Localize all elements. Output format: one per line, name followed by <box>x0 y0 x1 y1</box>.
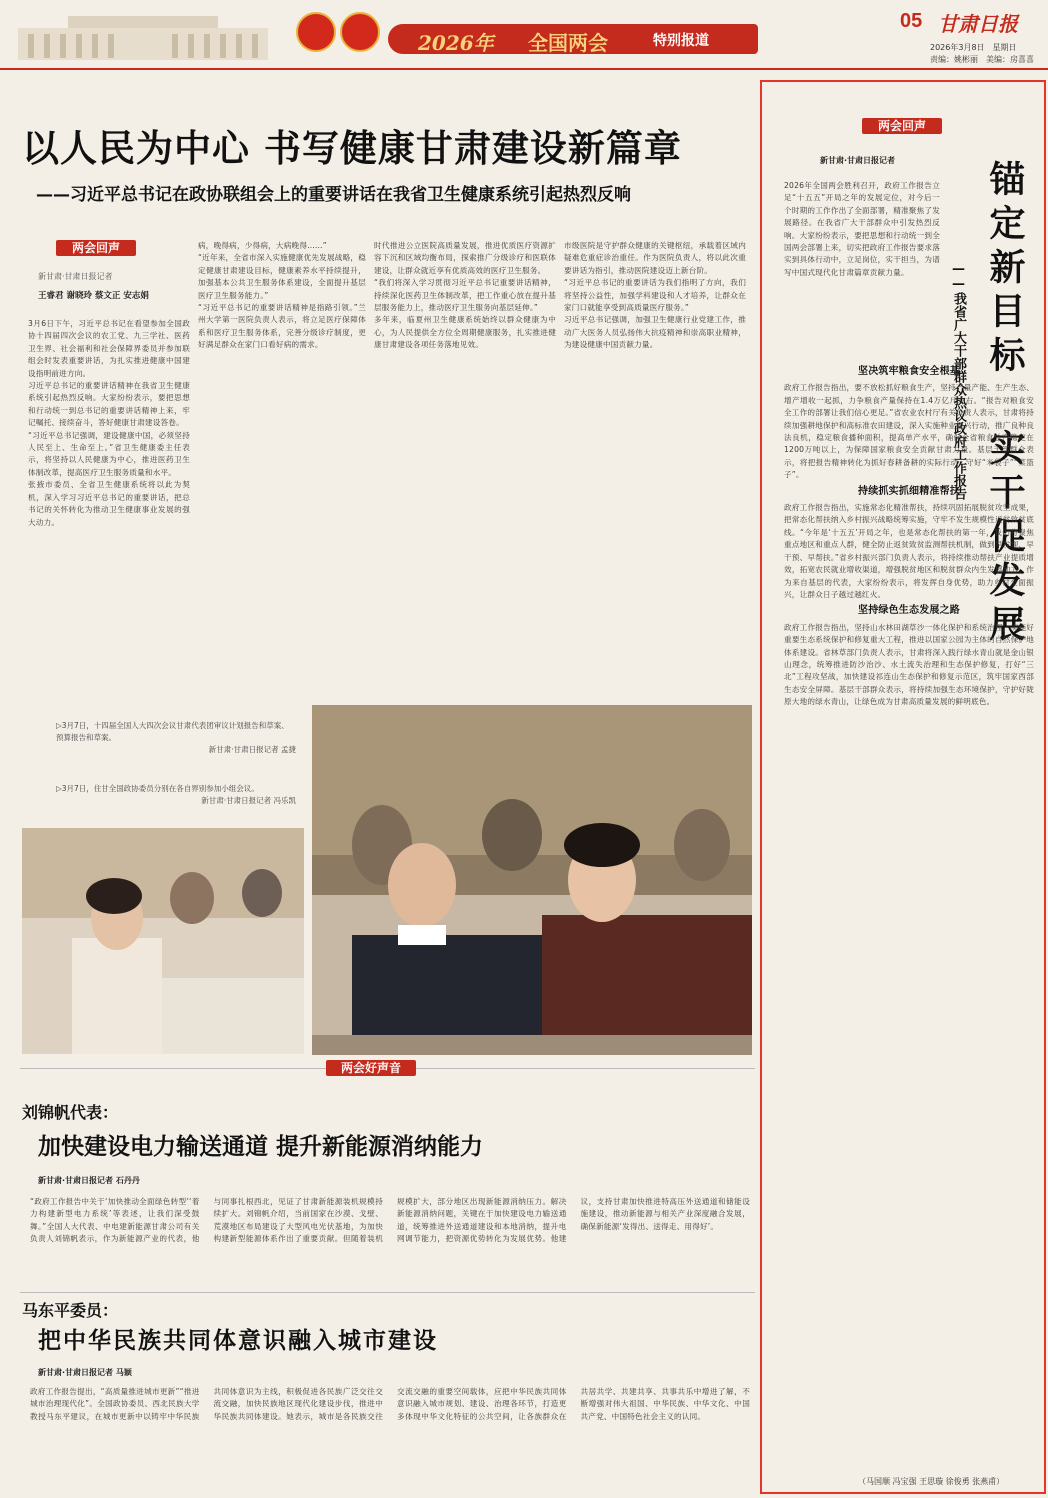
paragraph: 政府工作报告提出，“高质量推进城市更新”“推进城市治理现代化”。全国政协委员、西北民族大学教授马东平建议，在城市更新中以铸牢中华民族共同体意识为主线，积极促进各民族广泛交往交流交融，加快民族地区现代化建设步伐，推进中华民族共同体建设。她表示，城市是各民族交往交流交融的重要空间载体，应把中华民族共同体意识融入城市规划、建设、治理各环节，打造更多体现中华文化特征的公共空间，让各族群众在共居共学、共建共享、共事共乐中增进了解，不断增强对伟大祖国、中华民族、中华文化、中国共产党、中国特色社会主义的认同。 <box>30 1387 750 1421</box>
masthead <box>0 0 1048 70</box>
left-article-col3 <box>374 240 556 688</box>
divider <box>20 1292 755 1293</box>
subheading-2: 持续抓实抓细精准帮扶 <box>858 485 960 497</box>
right-subtitle: ——我省广大干部群众热议政府工作报告 <box>951 262 966 500</box>
paragraph: 病，晚得病，少得病，大病晚得……” <box>198 241 327 250</box>
right-section-tag: 两会回声 <box>862 118 942 134</box>
main-headline: 以人民为中心 书写健康甘肃建设新篇章 <box>22 127 682 170</box>
mid-article-2 <box>30 1386 750 1490</box>
page-number: 05 <box>900 10 923 32</box>
paragraph: “政府工作报告中关于‘加快推动全面绿色转型’‘着力构建新型电力系统’等表述，让我们深受鼓舞。”全国人大代表、中电建新能源甘肃公司有关负责人刘锦帆表示，作为新能源产业的代表，他与同事扎根西北，见证了甘肃新能源装机规模持续扩大。刘锦帆介绍，当前国家在沙漠、戈壁、荒漠地区布局建设了大型风电光伏基地，为加快构建新型能源体系作出了重要贡献。但随着装机规模扩大，部分地区出现新能源消纳压力。解决新能源消纳问题，关键在于加快建设电力输送通道，统筹推进外送通道建设和本地消纳，提升电网调节能力，把资源优势转化为发展优势。他建议，支持甘肃加快推进特高压外送通道和储能设施建设，推动新能源与相关产业深度融合发展，确保新能源‘发得出、送得走、用得好’。 <box>30 1197 750 1244</box>
banner-special: 特别报道 <box>653 33 709 49</box>
left-byline-label: 新甘肃·甘肃日报记者 <box>38 272 113 281</box>
paragraph: 政府工作报告指出，要不放松抓好粮食生产，坚持产量产能、生产生态、增产增收一起抓，力争粮食产量保持在1.4万亿斤左右。“报告对粮食安全工作的部署让我们信心更足。”省农业农村厅有关负责人表示，甘肃将持续加强耕地保护和高标准农田建设，深入实施种业振兴行动，推广良种良法良机，稳定粮食播种面积，提高单产水平，确保全省粮食总产稳定在1200万吨以上，为保障国家粮食安全贡献甘肃力量。基层干部群众表示，将把报告精神转化为抓好春耕备耕的实际行动，守好“米袋子”“菜篮子”。 <box>784 383 1034 480</box>
paragraph: 2026年全国两会胜利召开，政府工作报告立足“十五五”开局之年的发展定位，对今后一个时期的工作作出了全面部署，精准聚焦了发展路径。在我省广大干部群众中引发热烈反响。大家纷纷表示，要把思想和行动统一到全国两会部署上来，切实把政府工作报告要求落实到具体行动中，立足岗位，实干担当，为谱写中国式现代化甘肃篇章贡献力量。 <box>784 181 940 277</box>
person2-label: 马东平委员： <box>22 1301 119 1320</box>
paragraph: “习近平总书记的重要讲话精神是指路引领。”兰州大学第一医院负责人表示，将立足医疗保障体系和医疗卫生服务体系，完善分级诊疗制度，更好满足群众在家门口看好病的需求。 <box>198 303 366 350</box>
paragraph: “我们将深入学习贯彻习近平总书记重要讲话精神，持续深化医药卫生体制改革，把工作重心放在提升基层服务能力上，推动医疗卫生服务向基层延伸。” <box>374 278 556 313</box>
cppcc-emblem-icon <box>340 12 380 52</box>
photo-caption-1 <box>56 720 296 756</box>
right-intro <box>784 180 940 360</box>
paragraph: 政府工作报告指出，坚持山水林田湖草沙一体化保护和系统治理，实施好重要生态系统保护和修复重大工程，推进以国家公园为主体的自然保护地体系建设。省林草部门负责人表示，甘肃将深入践行绿水青山就是金山银山理念，统筹推进防沙治沙、水土流失治理和生态保护修复，打好“三北”工程攻坚战，加快建设祁连山生态保护和修复示范区，筑牢国家西部生态安全屏障。基层干部群众表示，将持续加强生态环境保护，守护好陇原大地的绿水青山，让绿色成为甘肃高质量发展的鲜明底色。 <box>784 622 1034 707</box>
mid-title-1: 加快建设电力输送通道 提升新能源消纳能力 <box>38 1134 484 1160</box>
paragraph: 市级医院是守护群众健康的关键枢纽，承载着区域内疑难危重症诊治重任。作为医院负责人，将以此次重要讲话为指引，推动医院建设迈上新台阶。 <box>564 241 746 275</box>
paragraph: “近年来，全省市深入实施健康优先发展战略，稳定健康甘肃建设目标，健康素养水平持续提升，加强基本公共卫生服务体系建设，全面提升基层医疗卫生服务能力。” <box>198 253 366 300</box>
right-footer-credit: （马国顺 冯宝强 王思璇 徐俊勇 张燕甫） <box>858 1477 1005 1486</box>
mid-title-2: 把中华民族共同体意识融入城市建设 <box>38 1328 438 1354</box>
left-section-tag: 两会回声 <box>56 240 136 256</box>
paragraph: “习近平总书记的重要讲话为我们指明了方向，我们将坚持公益性，加强学科建设和人才培养，让群众在家门口就能享受到高质量医疗服务。” <box>564 278 746 313</box>
photo-large <box>312 705 752 1055</box>
banner-title: 全国两会 <box>528 31 608 55</box>
paragraph: 多年来，临夏州卫生健康系统始终以群众健康为中心，为人民提供全方位全周期健康服务，扎实推进健康甘肃建设各项任务落地见效。 <box>374 315 556 350</box>
national-emblem-icon <box>296 12 336 52</box>
left-article-col4 <box>564 240 746 688</box>
right-body <box>784 362 1034 1472</box>
paragraph: 3月6日下午，习近平总书记在看望参加全国政协十四届四次会议的农工党、九三学社、医药卫生界、社会福利和社会保障界委员并参加联组会时发表重要讲话，为扎实推进健康中国建设指明前进方向。 <box>28 319 190 378</box>
person1-label: 刘锦帆代表： <box>22 1103 119 1122</box>
subheading-3: 坚持绿色生态发展之路 <box>858 605 960 617</box>
caption-credit-1: 新甘肃·甘肃日报记者 孟捷 <box>208 745 296 754</box>
caption-text-2: ▷3月7日，住甘全国政协委员分别在各自界别参加小组会议。 <box>56 784 259 793</box>
right-byline: 新甘肃·甘肃日报记者 <box>820 156 896 165</box>
mid-section-tag: 两会好声音 <box>326 1060 416 1076</box>
paragraph: 时代推进公立医院高质量发展，推进优质医疗资源扩容下沉和区域均衡布局，探索推广分级诊疗和医联体建设，让群众就近享有优质高效的医疗卫生服务。 <box>374 241 556 275</box>
caption-credit-2: 新甘肃·甘肃日报记者 冯乐凯 <box>201 796 296 805</box>
mid-byline-2: 新甘肃·甘肃日报记者 马颖 <box>38 1368 132 1377</box>
caption-text-1: ▷3月7日，十四届全国人大四次会议甘肃代表团审议计划报告和草案、预算报告和草案。 <box>56 721 289 742</box>
photo-small <box>22 828 304 1054</box>
photo-caption-2 <box>56 783 296 807</box>
paragraph: 政府工作报告指出，实施常态化精准帮扶，持续巩固拓展脱贫攻坚成果，把常态化帮扶纳入乡村振兴战略统筹实施，守牢不发生规模性返贫致贫底线。“今年是‘十五五’开局之年，也是常态化帮扶的第一年，我们将聚焦重点地区和重点人群，健全防止返贫致贫监测帮扶机制，做到早发现、早干预、早帮扶。”省乡村振兴部门负责人表示，将持续推动帮扶产业提质增效，拓宽农民就业增收渠道，增强脱贫地区和脱贫群众内生发展动力。作为来自基层的代表，大家纷纷表示，将发挥自身优势，助力乡村全面振兴，让群众日子越过越红火。 <box>784 503 1034 599</box>
right-title: 锚定新目标 实干促发展 <box>984 160 1025 649</box>
lianghui-banner <box>388 24 758 54</box>
banner-year: 2026年 <box>418 31 494 55</box>
subheading-1: 坚决筑牢粮食安全根基 <box>858 366 960 377</box>
paper-logo: 甘肃日报 <box>938 12 1018 36</box>
left-article-col1 <box>28 318 190 688</box>
committee-photo-illustration <box>22 828 304 1054</box>
paragraph: 习近平总书记的重要讲话精神在我省卫生健康系统引起热烈反响。大家纷纷表示，要把思想和行动统一到总书记的重要讲话精神上来，牢记嘱托、接续奋斗，答好健康甘肃建设答卷。 <box>28 381 190 428</box>
left-byline-names: 王睿君 谢晓玲 蔡文正 安志娟 <box>38 291 149 301</box>
paragraph: 习近平总书记强调，加强卫生健康行业党建工作，推动广大医务人员弘扬伟大抗疫精神和崇高职业精神，为建设健康中国贡献力量。 <box>564 315 746 350</box>
delegates-photo-illustration <box>312 705 752 1055</box>
mid-article-1 <box>30 1196 750 1288</box>
paragraph: “习近平总书记强调，建设健康中国，必须坚持人民至上、生命至上。”省卫生健康委主任表示，将坚持以人民健康为中心，推进医药卫生体制改革，提高医疗卫生服务质量和水平。 <box>28 430 190 477</box>
main-subheadline: ——习近平总书记在政协联组会上的重要讲话在我省卫生健康系统引起热烈反响 <box>36 185 631 205</box>
paragraph: 张掖市委员、全省卫生健康系统将以此为契机，深入学习习近平总书记的重要讲话，把总书记的关怀转化为推动卫生健康事业发展的强大动力。 <box>28 480 190 527</box>
great-hall-illustration <box>8 6 278 64</box>
page-editors: 责编：姚彬丽 美编：房喜喜 <box>930 55 1034 64</box>
issue-date: 2026年3月8日 星期日 <box>930 43 1017 52</box>
mid-byline-1: 新甘肃·甘肃日报记者 石丹丹 <box>38 1176 140 1185</box>
left-article-col2 <box>198 240 366 688</box>
